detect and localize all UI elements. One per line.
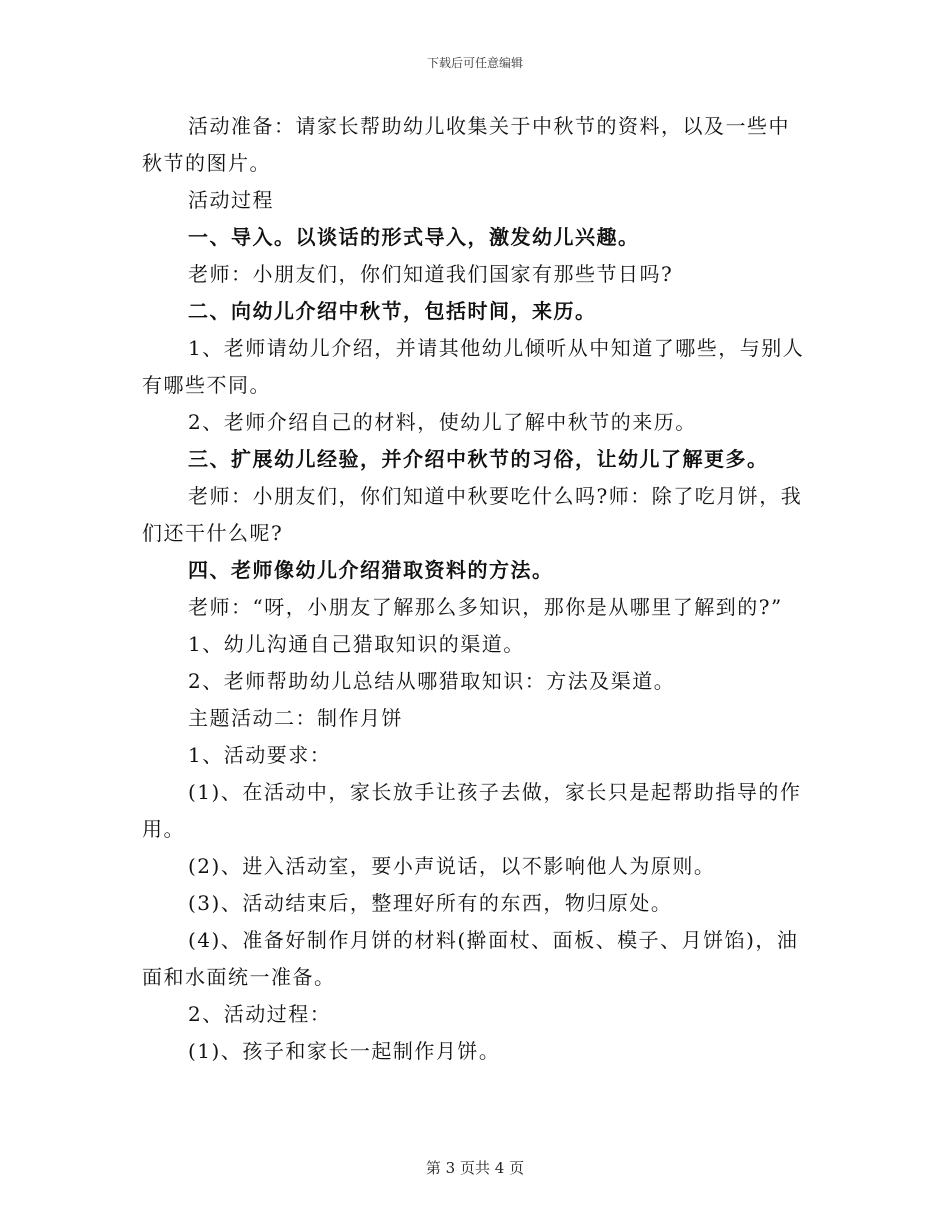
paragraph: (3)、活动结束后，整理好所有的东西，物归原处。 bbox=[188, 891, 673, 915]
paragraph: 主题活动二：制作月饼 bbox=[188, 706, 403, 730]
section-heading: 三、扩展幼儿经验，并介绍中秋节的习俗，让幼儿了解更多。 bbox=[188, 447, 769, 471]
paragraph: 2、活动过程： bbox=[188, 1002, 332, 1026]
document-body bbox=[142, 108, 808, 1070]
paragraph: 活动过程 bbox=[188, 188, 274, 212]
paragraph: 活动准备：请家长帮助幼儿收集关于中秋节的资料，以及一些中秋节的图片。 bbox=[142, 114, 790, 175]
paragraph: 老师：“呀，小朋友了解那么多知识，那你是从哪里了解到的?” bbox=[188, 595, 783, 619]
paragraph: (4)、准备好制作月饼的材料(擀面杖、面板、模子、月饼馅)，油面和水面统一准备。 bbox=[142, 928, 799, 989]
paragraph: 1、老师请幼儿介绍，并请其他幼儿倾听从中知道了哪些，与别人有哪些不同。 bbox=[142, 336, 805, 397]
page-header: 下载后可任意编辑 bbox=[426, 56, 523, 70]
paragraph: 1、活动要求： bbox=[188, 743, 332, 767]
paragraph: 老师：小朋友们，你们知道中秋要吃什么吗?师：除了吃月饼，我们还干什么呢? bbox=[142, 484, 803, 545]
section-heading: 一、导入。以谈话的形式导入，激发幼儿兴趣。 bbox=[188, 225, 640, 249]
section-heading: 二、向幼儿介绍中秋节，包括时间，来历。 bbox=[188, 299, 597, 323]
paragraph: (2)、进入活动室，要小声说话，以不影响他人为原则。 bbox=[188, 854, 716, 878]
paragraph: (1)、在活动中，家长放手让孩子去做，家长只是起帮助指导的作用。 bbox=[142, 780, 802, 841]
paragraph: 老师：小朋友们，你们知道我们国家有那些节日吗? bbox=[188, 262, 674, 286]
paragraph: 2、老师帮助幼儿总结从哪猎取知识：方法及渠道。 bbox=[188, 669, 676, 693]
paragraph: (1)、孩子和家长一起制作月饼。 bbox=[188, 1039, 501, 1063]
paragraph: 2、老师介绍自己的材料，使幼儿了解中秋节的来历。 bbox=[188, 410, 697, 434]
section-heading: 四、老师像幼儿介绍猎取资料的方法。 bbox=[188, 558, 554, 582]
page-footer: 第 3 页共 4 页 bbox=[425, 1159, 525, 1177]
paragraph: 1、幼儿沟通自己猎取知识的渠道。 bbox=[188, 632, 525, 656]
